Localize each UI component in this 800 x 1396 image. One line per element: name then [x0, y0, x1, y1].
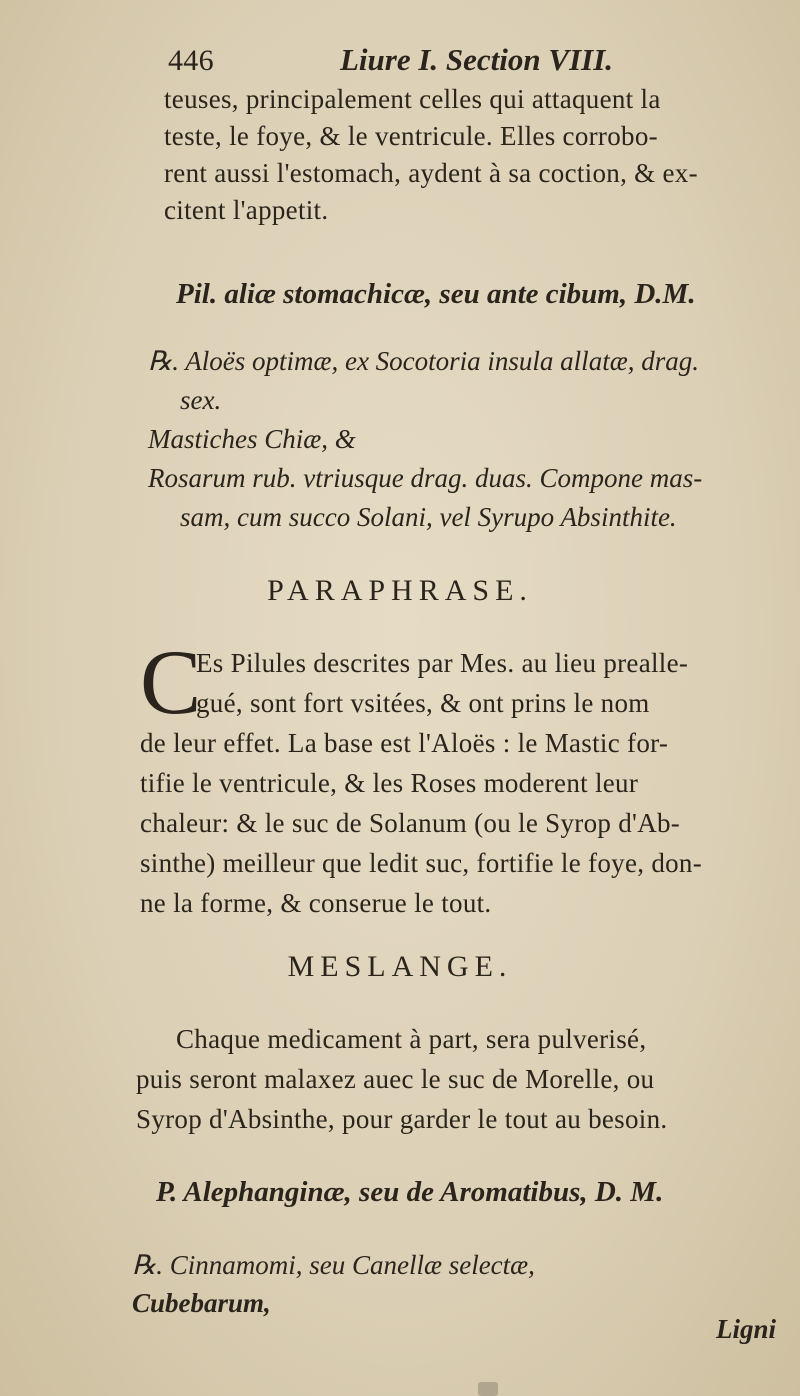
text-line: teste, le foye, & le ventricule. Elles corrobo-: [164, 121, 658, 151]
ink-mark: [478, 1382, 498, 1396]
page-number: 446: [168, 44, 214, 77]
section-heading: MESLANGE.: [287, 950, 513, 983]
text-line: Chaque medicament à part, sera pulverisé,: [176, 1024, 647, 1054]
recipe-line: ℞. Cinnamomi, seu Canellæ selectæ,: [132, 1250, 535, 1280]
text-line: Syrop d'Absinthe, pour garder le tout au besoin.: [136, 1104, 668, 1134]
text-line: de leur effet. La base est l'Aloës : le Mastic for-: [140, 728, 669, 758]
recipe-line: Rosarum rub. vtriusque drag. duas. Compone mas-: [148, 463, 703, 493]
text-line: citent l'appetit.: [164, 195, 329, 225]
section-heading: PARAPHRASE.: [267, 574, 533, 607]
recipe-line: sex.: [180, 385, 222, 415]
text-line: ne la forme, & conserue le tout.: [140, 888, 492, 918]
text-line: chaleur: & le suc de Solanum (ou le Syrop d'Ab-: [140, 808, 681, 838]
text-line: rent aussi l'estomach, aydent à sa coction, & ex-: [164, 158, 698, 188]
catchword: Ligni: [716, 1314, 777, 1344]
text-line: gué, sont fort vsitées, & ont prins le nom: [196, 688, 650, 718]
recipe-line: Cubebarum,: [132, 1288, 271, 1318]
recipe-title: Pil. aliæ stomachicæ, seu ante cibum, D.M.: [176, 278, 696, 310]
text-line: tifie le ventricule, & les Roses moderent leur: [140, 768, 639, 798]
text-line: teuses, principalement celles qui attaquent la: [164, 84, 661, 114]
drop-cap: C: [140, 631, 202, 733]
text-line: puis seront malaxez auec le suc de Morelle, ou: [136, 1064, 655, 1094]
recipe-title: P. Alephanginæ, seu de Aromatibus, D. M.: [156, 1176, 664, 1208]
text-line: sinthe) meilleur que ledit suc, fortifie le foye, don-: [140, 848, 703, 878]
text-line: Es Pilules descrites par Mes. au lieu prealle-: [196, 648, 689, 678]
recipe-line: sam, cum succo Solani, vel Syrupo Absinthite.: [180, 502, 677, 532]
running-title: Liure I. Section VIII.: [340, 42, 614, 77]
recipe-line: Mastiches Chiæ, &: [148, 424, 356, 454]
recipe-line: ℞. Aloës optimæ, ex Socotoria insula allatæ, drag.: [148, 346, 699, 376]
